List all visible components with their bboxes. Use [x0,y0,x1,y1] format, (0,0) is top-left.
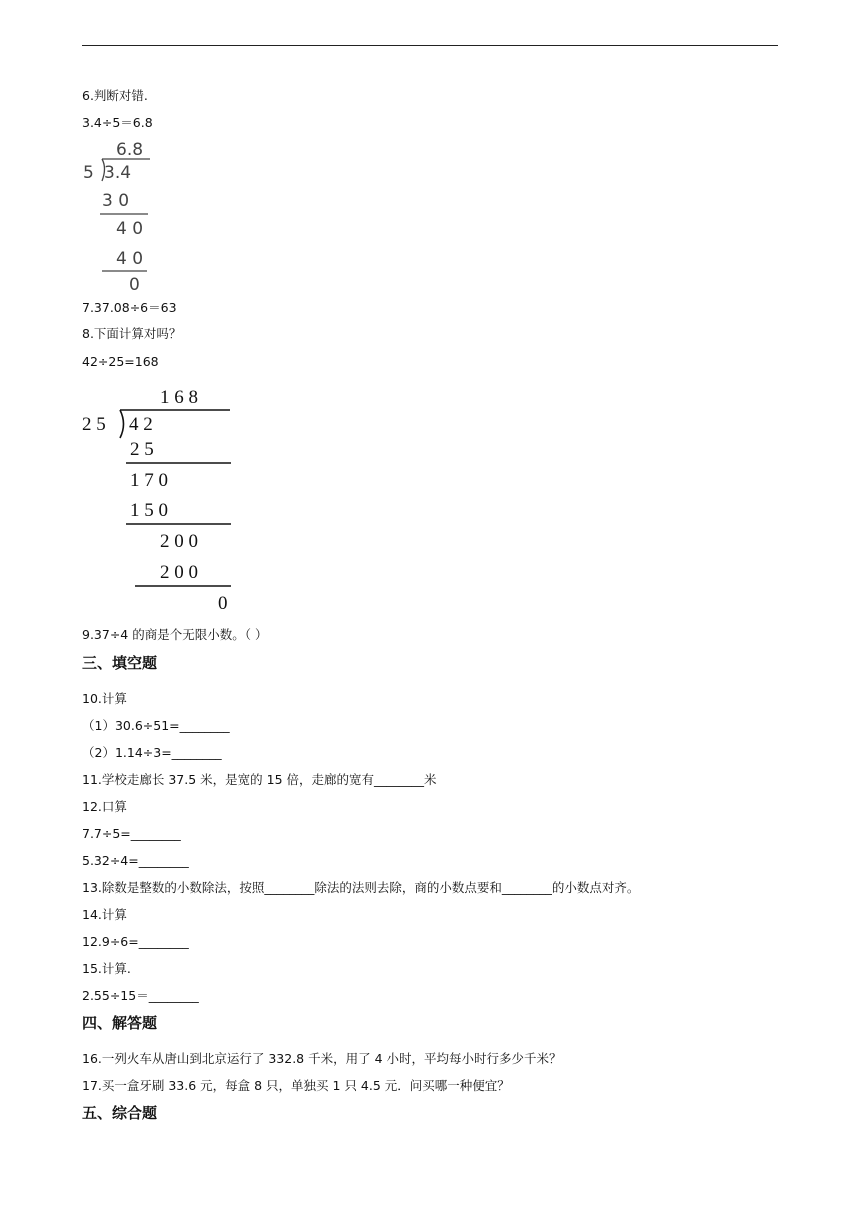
div1-dividend: 3.4 [104,163,132,183]
div2-bracket-curve [120,410,124,438]
header-rule [82,45,778,46]
div2-dividend: 4 2 [129,414,153,435]
q15-title: 15.计算. [82,961,131,976]
q6-equation: 3.4÷5＝6.8 [82,115,153,130]
div2-divisor: 2 5 [82,414,106,435]
q14-part1: 12.9÷6=________ [82,934,189,949]
div1-divisor: 5 [83,163,94,183]
div1-step2: 4 0 [116,219,144,239]
div1-quotient: 6.8 [116,140,144,160]
q14-title: 14.计算 [82,907,127,922]
div2-step1: 2 5 [130,439,154,460]
section-5-heading: 五、综合题 [82,1104,158,1122]
section-4-heading: 四、解答题 [82,1014,158,1032]
div2-step3: 1 5 0 [130,500,168,521]
div1-remainder: 0 [129,275,140,295]
q12-title: 12.口算 [82,799,127,814]
q16: 16.一列火车从唐山到北京运行了 332.8 千米，用了 4 小时，平均每小时行多少千米？ [82,1051,562,1066]
section-3-heading: 三、填空题 [82,654,158,672]
q15-part1: 2.55÷15＝________ [82,988,199,1003]
q10-part1: （1）30.6÷51=________ [82,718,230,733]
div2-quotient: 1 6 8 [160,387,198,408]
q17: 17.买一盒牙刷 33.6 元，每盒 8 只，单独买 1 只 4.5 元．问买哪一种便宜？ [82,1078,510,1093]
q13: 13.除数是整数的小数除法，按照________除法的法则去除，商的小数点要和________的小数点对齐。 [82,880,640,895]
div2-step5: 2 0 0 [160,562,198,583]
q11: 11.学校走廊长 37.5 米，是宽的 15 倍，走廊的宽有________米 [82,772,437,787]
q9: 9.37÷4 的商是个无限小数。（ ） [82,627,268,642]
q8-equation: 42÷25=168 [82,354,159,369]
long-division-figure-1 [82,138,162,294]
div1-step1: 3 0 [102,191,130,211]
long-division-figure-2 [82,382,242,614]
q10-part2: （2）1.14÷3=________ [82,745,222,760]
q12-part2: 5.32÷4=________ [82,853,189,868]
div1-step3: 4 0 [116,249,144,269]
div2-step2: 1 7 0 [130,470,168,491]
q12-part1: 7.7÷5=________ [82,826,181,841]
div2-step4: 2 0 0 [160,531,198,552]
q10-title: 10.计算 [82,691,127,706]
q6-title: 6.判断对错. [82,88,148,103]
div2-remainder: 0 [218,593,228,614]
q8-title: 8.下面计算对吗？ [82,326,182,341]
q7: 7.37.08÷6＝63 [82,300,177,315]
